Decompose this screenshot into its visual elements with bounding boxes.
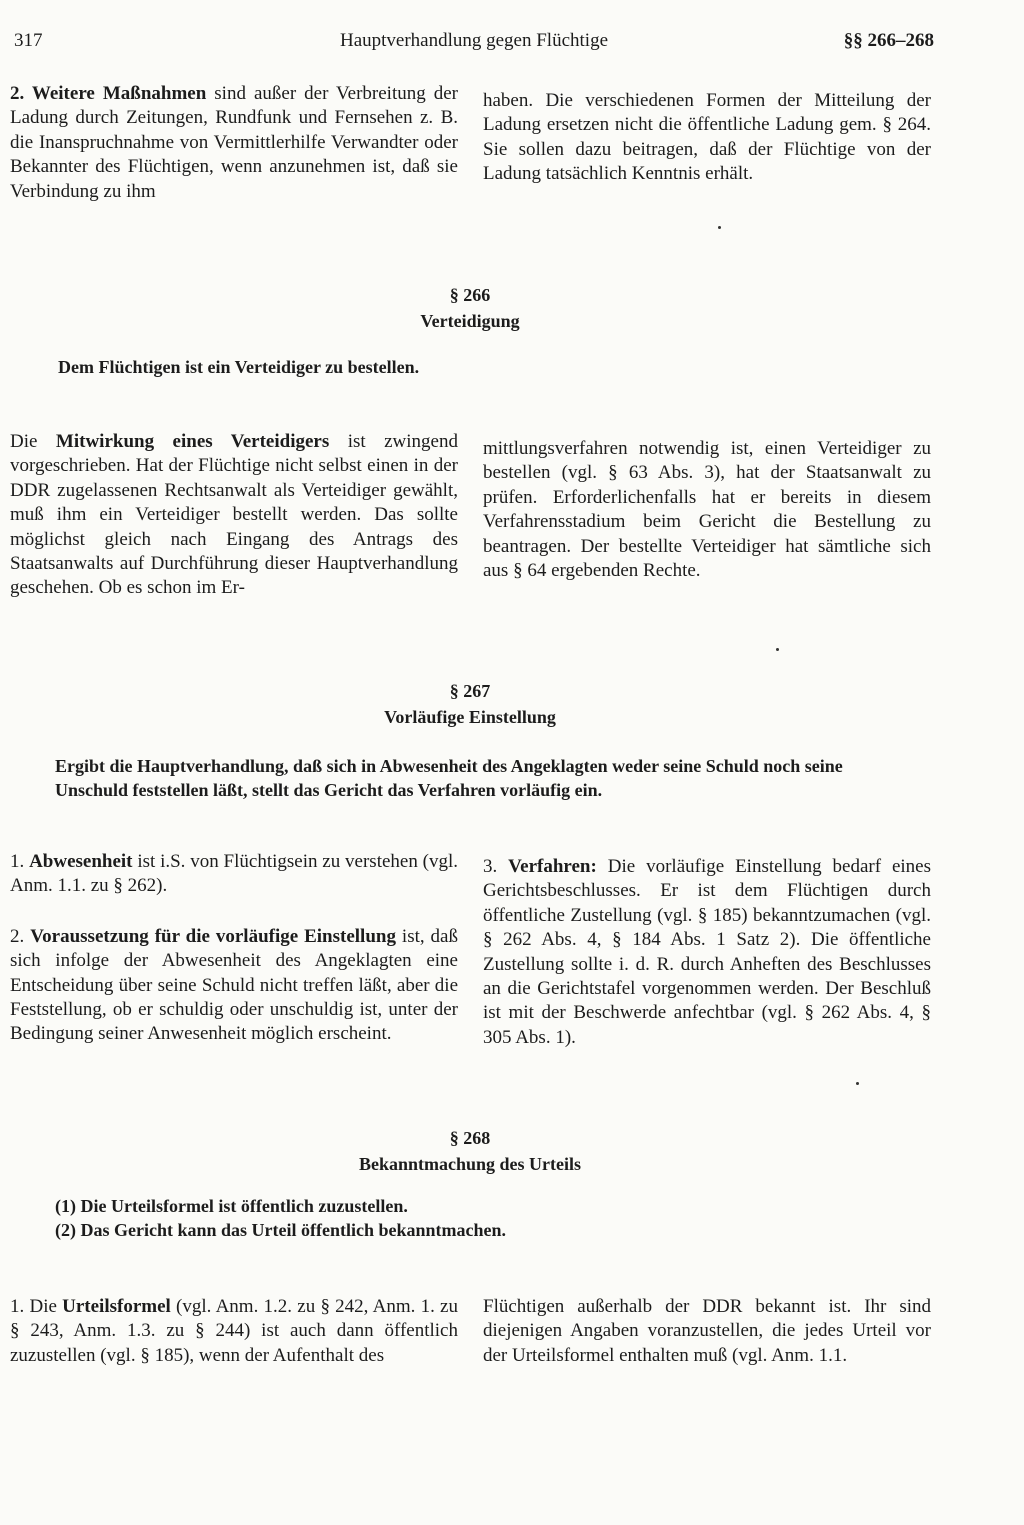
- intro-left-paragraph: [10, 82, 458, 204]
- section-range: §§ 266–268: [843, 30, 934, 51]
- section-267-heading: [0, 678, 940, 730]
- intro-lead: 2. Weitere Maßnahmen: [10, 83, 207, 104]
- section-268-law-paragraph-1: (1) Die Urteilsformel ist öffentlich zuzustellen.: [55, 1196, 408, 1216]
- section-267-note-3: [483, 855, 931, 1050]
- running-header: [14, 30, 934, 60]
- scan-speck: [776, 648, 779, 651]
- section-268-law-text: [55, 1194, 915, 1242]
- section-268-left-column: [10, 1295, 458, 1368]
- section-266-law: Dem Flüchtigen ist ein Verteidiger zu bestellen.: [58, 357, 420, 377]
- note-keyword: Verfahren:: [508, 856, 597, 877]
- section-267-note-1: [10, 850, 458, 899]
- intro-left-column: [10, 82, 458, 204]
- section-266-heading: [0, 282, 940, 334]
- scan-speck: [718, 226, 721, 229]
- section-266-note: [10, 430, 458, 601]
- note-text: ist i.S. von Flüchtigsein zu verstehen (vgl. Anm. 1.1. zu § 262).: [10, 851, 459, 897]
- note-keyword: Urteilsformel: [62, 1296, 171, 1317]
- intro-right-paragraph: haben. Die verschiedenen Formen der Mitteilung der Ladung ersetzen nicht die öffentliche Ladung gem. § 264. Sie sollen dazu beitragen, daß der Flüchtige von der Ladung tatsächlich Kenntnis erhält.: [483, 90, 931, 185]
- note-text: ist, daß sich infolge der Abwesenheit des Angeklagten eine Entscheidung über seine Schuld nicht treffen läßt, aber die Feststellung, ob er schuldig oder unschuldig ist, unter der Bedingung seiner Anwesenheit möglich erscheint.: [10, 925, 458, 1045]
- section-267-law: Ergibt die Hauptverhandlung, daß sich in Abwesenheit des Angeklagten weder seine Schuld noch seine Unschuld feststellen läßt, stellt das Gericht das Verfahren vorläufig ein.: [55, 756, 843, 800]
- note-text: ist zwingend vorgeschrieben. Hat der Flüchtige nicht selbst einen in der DDR zugelassenen Rechtsanwalt als Verteidiger gewählt, muß ihm ein Verteidiger bestellt werden. Das sollte möglichst gleich nach Eingang des Antrags des Staatsanwalts auf Durchführung dieser Hauptverhandlung geschehen. Ob es schon im Er-: [10, 431, 458, 599]
- section-267-note-2: [10, 925, 458, 1047]
- section-267-left-column: [10, 850, 458, 1047]
- section-267-right-column: [483, 855, 931, 1050]
- note-keyword: Voraussetzung für die vorläufige Einstellung: [30, 925, 396, 947]
- section-266-title: Verteidigung: [420, 311, 520, 331]
- note-keyword: Abwesenheit: [29, 851, 133, 872]
- note-prefix: Die: [10, 431, 56, 452]
- note-text: (vgl. Anm. 1.2. zu § 242, Anm. 1. zu § 243, Anm. 1.3. zu § 244) ist auch dann öffentlich zuzustellen (vgl. § 185), wenn der Aufenthalt des: [10, 1296, 458, 1366]
- section-268-right-column: [483, 1295, 931, 1368]
- section-268-number: § 268: [449, 1128, 491, 1148]
- section-266-left-column: [10, 430, 458, 601]
- page-number: 317: [14, 30, 43, 51]
- note-keyword: Mitwirkung eines Verteidigers: [55, 431, 330, 452]
- note-prefix: 1. Die: [10, 1296, 63, 1317]
- section-268-note-continued: Flüchtigen außerhalb der DDR bekannt ist. Ihr sind diejenigen Angaben voranzustellen, die jedes Urteil vor der Urteilsformel enthalten muß (vgl. Anm. 1.1.: [483, 1296, 931, 1366]
- section-267-title: Vorläufige Einstellung: [384, 707, 556, 727]
- section-268-title: Bekanntmachung des Urteils: [358, 1154, 582, 1174]
- section-267-number: § 267: [449, 681, 491, 701]
- section-268-note-1: [10, 1295, 458, 1368]
- section-266-law-text: [58, 355, 918, 379]
- section-266-number: § 266: [449, 285, 491, 305]
- section-267-law-text: [55, 754, 915, 802]
- note-prefix: 2.: [10, 925, 31, 947]
- section-266-right-column: [483, 437, 931, 583]
- note-prefix: 1.: [10, 851, 30, 872]
- intro-right-column: [483, 89, 931, 187]
- running-title: Hauptverhandlung gegen Flüchtige: [339, 30, 609, 51]
- note-text: Die vorläufige Einstellung bedarf eines Gerichtsbeschlusses. Er ist dem Flüchtigen durch öffentliche Zustellung (vgl. § 185) bekanntzumachen (vgl. § 262 Abs. 4, § 184 Abs. 1 Satz 2). Die öffentliche Zustellung sollte i. d. R. durch Anheften des Beschlusses an die Gerichtstafel vorgenommen werden. Der Beschluß ist mit der Beschwerde anfechtbar (vgl. § 262 Abs. 4, § 305 Abs. 1).: [483, 856, 932, 1048]
- scan-speck: [856, 1082, 859, 1085]
- intro-left-text: sind außer der Verbreitung der Ladung durch Zeitungen, Rundfunk und Fernsehen z. B. die Inanspruchnahme von Vermittlerhilfe Verwandter oder Bekannter des Flüchtigen, wenn anzunehmen ist, daß sie Verbindung zu ihm: [10, 83, 458, 202]
- section-268-law-paragraph-2: (2) Das Gericht kann das Urteil öffentlich bekanntmachen.: [55, 1220, 506, 1240]
- note-prefix: 3.: [483, 856, 509, 877]
- section-268-heading: [0, 1125, 940, 1177]
- section-266-note-continued: mittlungsverfahren notwendig ist, einen Verteidiger zu bestellen (vgl. § 63 Abs. 3), hat der Staatsanwalt zu prüfen. Erforderlichenfalls hat er bereits in diesem Verfahrensstadium beim Gericht die Bestellung zu beantragen. Der bestellte Verteidiger hat sämtliche sich aus § 64 ergebenden Rechte.: [483, 438, 931, 582]
